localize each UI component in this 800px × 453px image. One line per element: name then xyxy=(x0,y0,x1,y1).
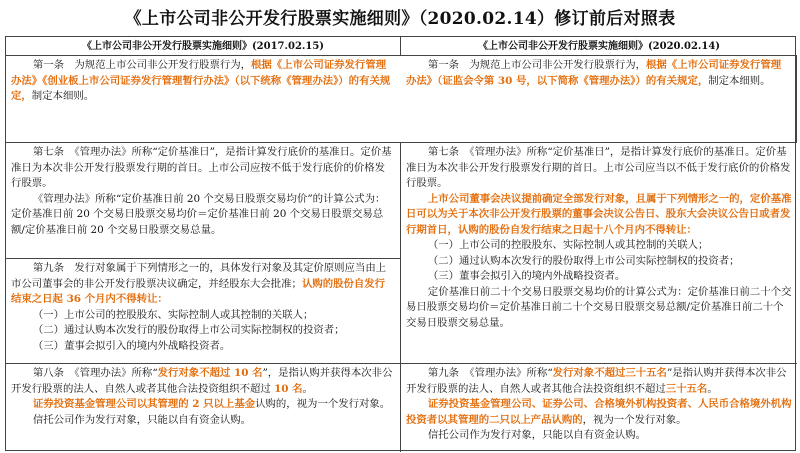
article-7-new-item-1: （一）上市公司的控股股东、实际控制人或其控制的关联人； xyxy=(427,239,709,251)
article-9-new-para-1 xyxy=(406,366,792,397)
article-1-old xyxy=(401,56,797,143)
page-title: 《上市公司非公开发行股票实施细则》（2020.02.14）修订前后对照表 xyxy=(124,9,676,29)
article-9-old-lead: 第九条 发行对象属于下列情形之一的，具体发行对象及其定价原则应当由上市公司董事会的非公开发行股票决议确定，并经股东大会批准； xyxy=(11,262,387,290)
article-9-new-para-3: 信托公司作为发行对象，只能以自有资金认购。 xyxy=(427,429,647,441)
article-9-old-item-3: （三）董事会拟引入的境内外战略投资者。 xyxy=(32,339,231,352)
article-8-old-para-1 xyxy=(11,366,395,397)
article-8-old-a: 第八条 《管理办法》所称“ xyxy=(32,367,158,379)
article-9-old-item-1: （一）上市公司的控股股东、实际控制人或其控制的关联人； xyxy=(32,308,314,321)
article-1-new-tail: 制定本细则。 xyxy=(31,90,95,102)
article-9-old-item-2: （二）通过认购本次发行的股份取得上市公司实际控制权的投资者； xyxy=(32,324,345,336)
header-right: 《上市公司非公开发行股票实施细则》(2020.02.14) xyxy=(401,37,797,56)
article-8-old-para-3: 信托公司作为发行对象，只能以自有资金认购。 xyxy=(32,413,252,426)
article-7-old xyxy=(6,143,401,259)
article-1-new-text xyxy=(11,58,396,105)
article-7-old-para-1: 第七条 《管理办法》所称“定价基准日”，是指计算发行底价的基准日。定价基准日为本次非公开发行股票发行期的首日。上市公司应按不低于发行底价的价格发行股票。 xyxy=(11,146,392,189)
article-9-new xyxy=(401,364,797,452)
article-7-old-para-2: 《管理办法》所称“定价基准日前 20 个交易日股票交易均价”的计算公式为：定价基准日前 20 个交易日股票交易均价＝定价基准日前 20 个交易日股票交易总额/定价基准日前 20 个交易日股票交易总量。 xyxy=(11,192,386,236)
article-7-new-item-3: （三）董事会拟引入的境内外战略投资者。 xyxy=(427,270,626,282)
article-9-new-f: 证券投资基金管理公司、证券公司、合格境外机构投资者、人民币合格境外机构投资者以其管理的二只以上产品认购的 xyxy=(406,398,792,426)
article-1-old-lead: 第一条 为规范上市公司非公开发行股票行为， xyxy=(427,59,647,71)
article-9-new-e: 。 xyxy=(707,382,718,395)
article-8-old-d: 10 名 xyxy=(274,382,303,395)
article-9-new-g: ，视为一个发行对象。 xyxy=(582,413,687,426)
article-8-old xyxy=(6,364,401,452)
article-8-old-e: 。 xyxy=(302,382,313,395)
article-1-old-change: 根据《上市公司证券发行管理办法》（证监会令第 30 号，以下简称《管理办法》）的有关规定， xyxy=(406,59,782,87)
article-7-new xyxy=(401,143,797,364)
article-1-old-text xyxy=(406,58,791,89)
article-9-new-d: 三十五名 xyxy=(665,382,708,395)
article-1-old-tail: 制定本细则。 xyxy=(708,74,771,87)
article-8-old-f: 证券投资基金管理公司以其管理的 2 只以上基金 xyxy=(32,398,256,410)
article-9-old-text xyxy=(11,261,395,308)
article-8-old-g: 认购的，视为一个发行对象。 xyxy=(255,398,391,410)
article-9-old-lockup: 认购的股份自发行结束之日起 36 个月内不得转让： xyxy=(11,277,386,305)
article-7-new-item-2: （二）通过认购本次发行的股份取得上市公司实际控制权的投资者； xyxy=(427,254,740,267)
article-9-new-b: 发行对象不超过三十五名 xyxy=(552,367,667,379)
comparison-table xyxy=(5,36,796,451)
header-left: 《上市公司非公开发行股票实施细则》(2017.02.15) xyxy=(6,37,401,56)
article-9-new-a: 第九条 《管理办法》所称“ xyxy=(427,367,553,379)
article-1-new-change: 根据《上市公司证券发行管理办法》《创业板上市公司证券发行管理暂行办法》（以下统称《管理办法》）的有关规定， xyxy=(11,59,391,102)
article-1-new xyxy=(6,56,401,143)
article-7-new-para-3: 定价基准日前二十个交易日股票交易均价的计算公式为：定价基准日前二十个交易日股票交易均价＝定价基准日前二十个交易日股票交易总额/定价基准日前二十个交易日股票交易总量。 xyxy=(406,285,792,329)
article-8-old-b: 发行对象不超过 10 名 xyxy=(157,367,263,379)
article-1-new-lead: 第一条 为规范上市公司非公开发行股票行为， xyxy=(32,59,252,71)
article-9-old xyxy=(6,259,401,364)
article-8-old-c: ”，是指认购并获得本次非公开发行股票的法人、自然人或者其他合法投资组织不超过 xyxy=(11,367,393,395)
article-9-new-para-2 xyxy=(406,397,792,428)
article-8-old-para-2 xyxy=(11,397,395,413)
article-7-new-para-1: 第七条 《管理办法》所称“定价基准日”，是指计算发行底价的基准日。定价基准日为本次非公开发行股票发行期的首日。上市公司应当以不低于发行底价的价格发行股票。 xyxy=(406,146,791,189)
article-7-new-para-2: 上市公司董事会决议提前确定全部发行对象，且属于下列情形之一的，定价基准日可以为关于本次非公开发行股票的董事会决议公告日、股东大会决议公告日或者发行期首日，认购的股份自发行结束之日起十八个月内不得转让： xyxy=(406,192,792,236)
article-9-new-c: ”是指认购并获得本次非公开发行股票的法人、自然人或者其他合法投资组织不超过 xyxy=(406,367,787,395)
